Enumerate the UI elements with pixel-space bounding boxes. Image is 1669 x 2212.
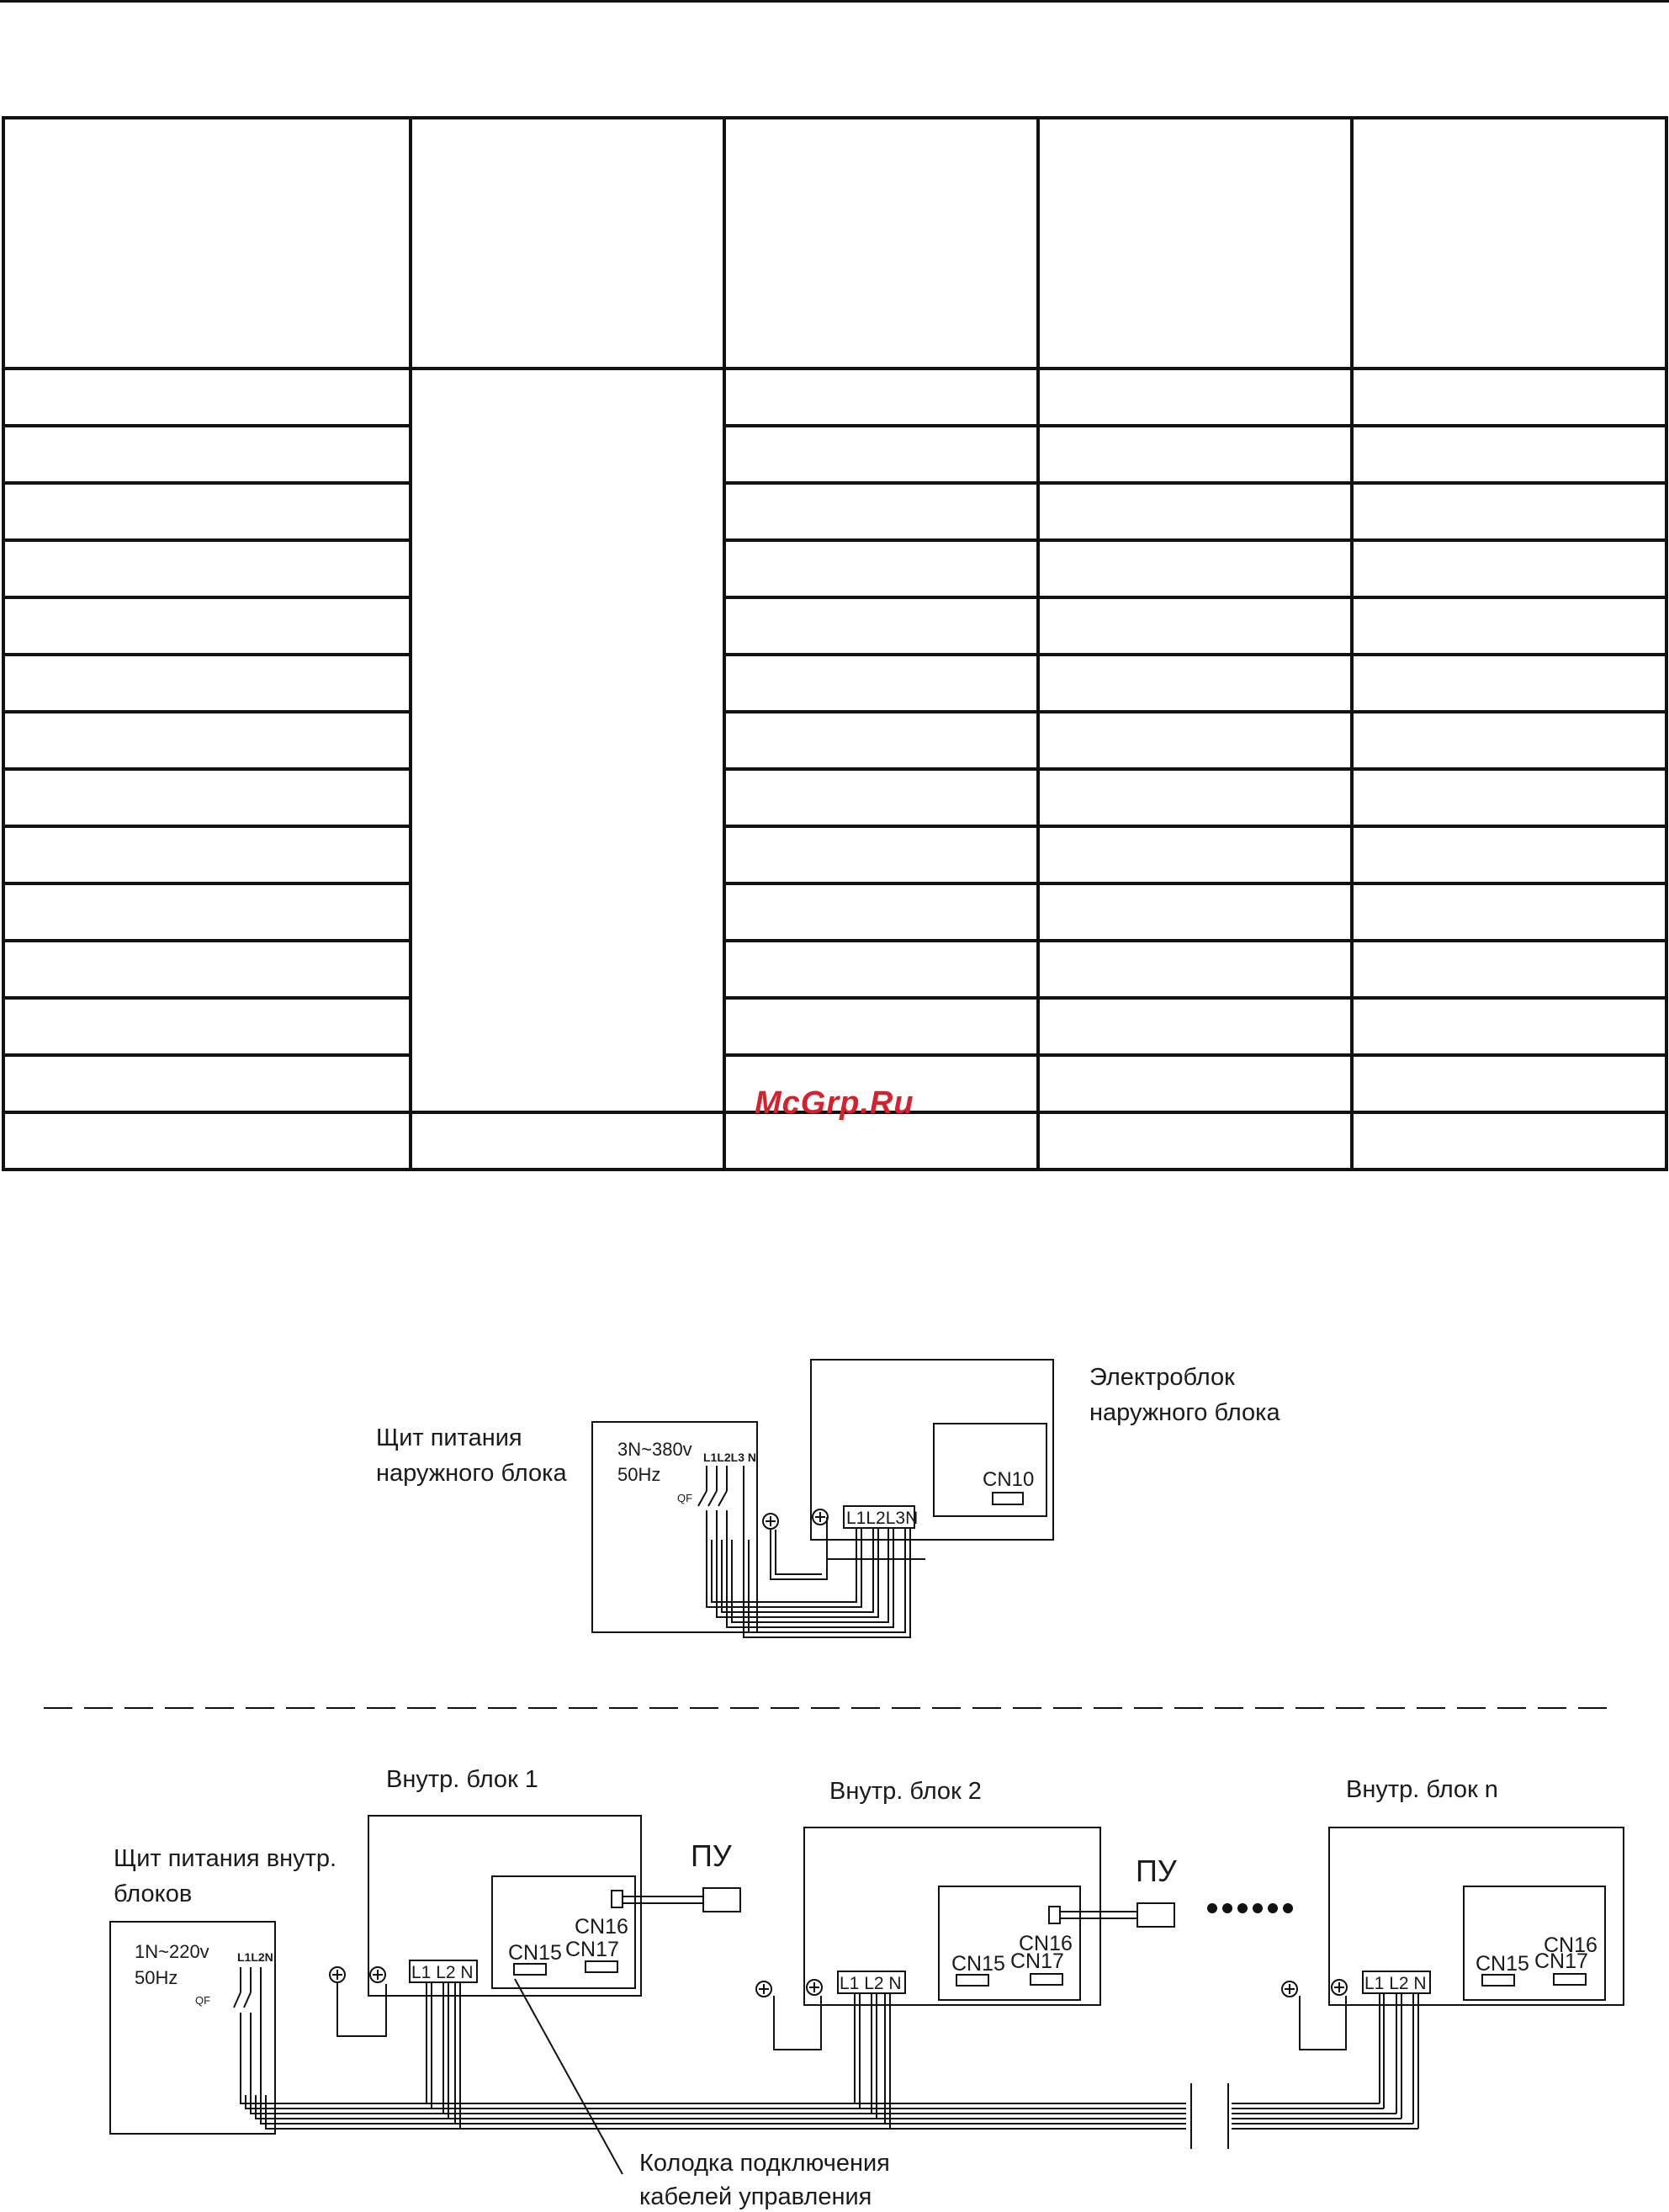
indoor-panel-label-1: Щит питания внутр. [114, 1845, 337, 1872]
indoor-unit-n-title: Внутр. блок n [1346, 1776, 1498, 1803]
indoor-unit-1-cn16-connector [612, 1891, 623, 1907]
indoor-panel-terminals: L1L2N [237, 1950, 273, 1964]
indoor-unit-1-ground-icon [370, 1967, 385, 1982]
outdoor-connector-label: CN10 [983, 1468, 1035, 1491]
indoor-unit-2-cn16-connector [1049, 1907, 1060, 1923]
indoor-unit-1-cn15-connector [514, 1964, 546, 1975]
indoor-breaker-label: QF [195, 1994, 211, 2007]
indoor-unit-1-cn16-label: CN16 [575, 1915, 628, 1939]
indoor-power-panel [110, 1845, 336, 2134]
outdoor-power-panel [376, 1422, 757, 1632]
outdoor-unit-terminals: L1L2L3N [846, 1509, 919, 1528]
indoor-unit-1-cn17-label: CN17 [565, 1938, 619, 1961]
outdoor-wiring [707, 1517, 925, 1637]
indoor-unit-1-terminals: L1 L2 N [411, 1963, 474, 1982]
outdoor-breaker-icon [698, 1466, 744, 1540]
outdoor-panel-terminals: L1L2L3 N [703, 1451, 757, 1464]
outdoor-breaker-label: QF [677, 1492, 693, 1504]
indoor-unit-2-cn16-label: CN16 [1019, 1932, 1073, 1955]
remote-2-icon [1137, 1903, 1174, 1927]
indoor-unit-n-terminals: L1 L2 N [1364, 1974, 1427, 1993]
indoor-unit-1 [330, 1766, 740, 2036]
indoor-unit-2-ext-ground-icon [756, 1981, 771, 1997]
remote-2-label: ПУ [1136, 1854, 1177, 1888]
indoor-unit-2-cn17-connector [1031, 1974, 1062, 1985]
indoor-unit-n-cn15-connector [1482, 1975, 1514, 1986]
callout-label-1: Колодка подключения [639, 2150, 890, 2177]
indoor-supply-frequency: 50Hz [135, 1967, 178, 1988]
indoor-power-bus [241, 1982, 1418, 2149]
outdoor-ebox-label-2: наружного блока [1089, 1399, 1280, 1426]
indoor-unit-1-ext-ground-icon [330, 1967, 345, 1982]
indoor-unit-n-cn17-connector [1554, 1974, 1586, 1985]
watermark: McGrp.Ru [755, 1085, 914, 1121]
outdoor-electric-box [763, 1360, 1280, 1540]
outdoor-supply-voltage: 3N~380v [617, 1439, 692, 1460]
indoor-unit-n-ground-icon [1332, 1980, 1347, 1995]
indoor-unit-1-cn17-connector [585, 1961, 617, 1972]
control-cable-block-callout [515, 1979, 890, 2210]
indoor-unit-2-cn15-connector [956, 1975, 988, 1986]
indoor-unit-2-cn17-label: CN17 [1010, 1949, 1064, 1973]
indoor-unit-1-cn15-label: CN15 [508, 1941, 562, 1965]
outdoor-ebox-label-1: Электроблок [1089, 1364, 1235, 1391]
remote-1-icon [703, 1888, 740, 1912]
cn10-connector [993, 1493, 1023, 1504]
indoor-panel-label-2: блоков [114, 1880, 193, 1907]
indoor-unit-2-ground-icon [807, 1980, 822, 1995]
outdoor-unit-ground-icon [813, 1509, 828, 1525]
outdoor-panel-label-2: наружного блока [376, 1460, 567, 1487]
indoor-breaker-icon [234, 1967, 261, 2095]
indoor-unit-n-cn15-label: CN15 [1476, 1952, 1529, 1976]
outdoor-panel-label-1: Щит питания [376, 1424, 522, 1451]
outdoor-panel-ground-icon [763, 1514, 778, 1529]
indoor-unit-n-ext-ground-icon [1282, 1981, 1297, 1997]
outdoor-supply-frequency: 50Hz [617, 1464, 661, 1485]
indoor-unit-n-cn16-label: CN16 [1544, 1934, 1597, 1957]
indoor-unit-2-terminals: L1 L2 N [840, 1974, 902, 1993]
indoor-unit-n-cn17-label: CN17 [1534, 1949, 1588, 1973]
indoor-unit-1-title: Внутр. блок 1 [386, 1766, 538, 1793]
indoor-supply-voltage: 1N~220v [135, 1941, 209, 1962]
indoor-unit-n [1282, 1776, 1624, 2050]
remote-1-label: ПУ [691, 1838, 732, 1873]
indoor-unit-2-title: Внутр. блок 2 [829, 1778, 982, 1805]
continuation-dots [1207, 1903, 1293, 1913]
indoor-unit-2 [756, 1778, 1178, 2050]
callout-label-2: кабелей управления [639, 2183, 872, 2210]
indoor-unit-2-cn15-label: CN15 [951, 1952, 1005, 1976]
